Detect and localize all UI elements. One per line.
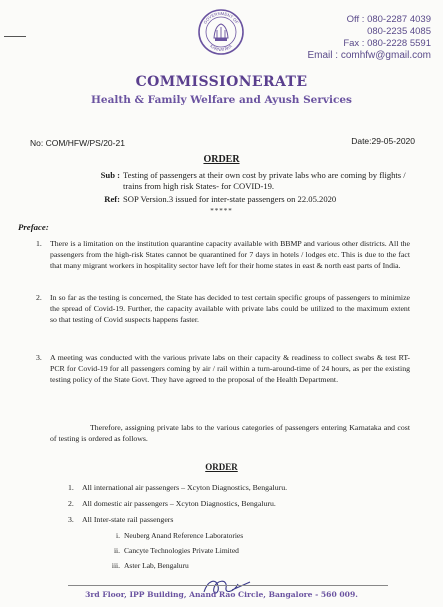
list-number: 1. <box>68 483 74 492</box>
paragraph-text: A meeting was conducted with the various private labs on their capacity & readiness to collect swabs & test RT-PCR for Covid-19 for all passengers coming by air / rail within a turn-around-time of 24 hours, as per the existing testing policy of the State Govt. They have agreed to the proposal of the Health Department. <box>50 353 410 385</box>
email-address: Email : comhfw@gmail.com <box>307 50 431 61</box>
subject-label: Sub : <box>100 170 120 180</box>
organization-title: COMMISSIONERATE <box>135 74 308 90</box>
sub-list-text: Neuberg Anand Reference Laboratories <box>124 531 244 540</box>
emblem-top-text: GOVERNMENT OF <box>202 10 240 25</box>
paragraph-number: 3. <box>36 353 42 362</box>
emblem-bottom-text: KARNATAKA <box>209 43 233 53</box>
paragraph-1 <box>36 238 410 272</box>
sub-list-item <box>104 546 239 556</box>
organization-subtitle: Health & Family Welfare and Ayush Services <box>91 94 352 106</box>
order-date: Date:29-05-2020 <box>351 136 415 146</box>
footer-address: 3rd Floor, IPP Building, Anand Rao Circle, Bangalore - 560 009. <box>85 590 358 599</box>
sub-list-number: i. <box>116 531 120 540</box>
government-emblem-icon <box>197 8 245 56</box>
reference-label: Ref: <box>104 194 120 204</box>
list-item <box>68 483 287 493</box>
subject-line <box>92 170 422 191</box>
sub-list-number: iii. <box>111 561 120 570</box>
list-item <box>68 515 173 525</box>
scan-mark <box>4 36 26 37</box>
fax-number: Fax : 080-2228 5591 <box>343 38 431 49</box>
list-text: All international air passengers – Xcyton Diagnostics, Bengaluru. <box>82 483 288 492</box>
svg-text:KARNATAKA <box>209 43 233 52</box>
paragraph-number: 2. <box>36 293 42 302</box>
therefore-paragraph: Therefore, assigning private labs to the various categories of passengers entering Karnataka and cost of testing is ordered as follows. <box>50 423 410 444</box>
preface-heading: Preface: <box>18 222 49 232</box>
sub-list-item <box>104 531 243 541</box>
sub-list-text: Cancyte Technologies Private Limited <box>124 546 239 555</box>
sub-list-text: Aster Lab, Bengaluru <box>124 561 189 570</box>
order-subheading: ORDER <box>205 462 238 472</box>
paragraph-text: There is a limitation on the institution quarantine capacity available with BBMP and various other districts. All the passengers from the high-risk States cannot be quarantined for 7 days in hotels / lodges etc. This is due to the fact that many migrant workers in hospitality sector have left for their home states in east & north east parts of India. <box>50 239 410 271</box>
separator-stars: ***** <box>210 207 233 215</box>
subject-text: Testing of passengers at their own cost by private labs who are coming by flights / trains from high risk States- for COVID-19. <box>123 170 406 191</box>
office-phone-2: 080-2235 4085 <box>367 26 431 37</box>
sub-list-item <box>104 561 189 571</box>
order-heading: ORDER <box>203 154 240 165</box>
reference-number: No: COM/HFW/PS/20-21 <box>30 138 125 148</box>
paragraph-3 <box>36 352 410 386</box>
reference-line <box>92 194 422 205</box>
footer-divider <box>68 585 388 586</box>
paragraph-text: In so far as the testing is concerned, the State has decided to test certain specific groups of passengers to minimize the spread of Covid-19. Further, the capacity available with private labs could be utilized to the maximum extent so that testing of Covid suspects happens faster. <box>50 293 410 325</box>
list-text: All Inter-state rail passengers <box>82 515 174 524</box>
list-number: 2. <box>68 499 74 508</box>
sub-list-number: ii. <box>113 546 120 555</box>
paragraph-number: 1. <box>36 239 42 248</box>
list-text: All domestic air passengers – Xcyton Diagnostics, Bengaluru. <box>82 499 276 508</box>
list-number: 3. <box>68 515 74 524</box>
reference-text: SOP Version.3 issued for inter-state passengers on 22.05.2020 <box>123 194 337 204</box>
paragraph-2 <box>36 292 410 326</box>
list-item <box>68 499 276 509</box>
contact-block <box>307 14 431 62</box>
office-phone-1: Off : 080-2287 4039 <box>346 14 431 25</box>
svg-text:GOVERNMENT OF <box>202 11 239 25</box>
